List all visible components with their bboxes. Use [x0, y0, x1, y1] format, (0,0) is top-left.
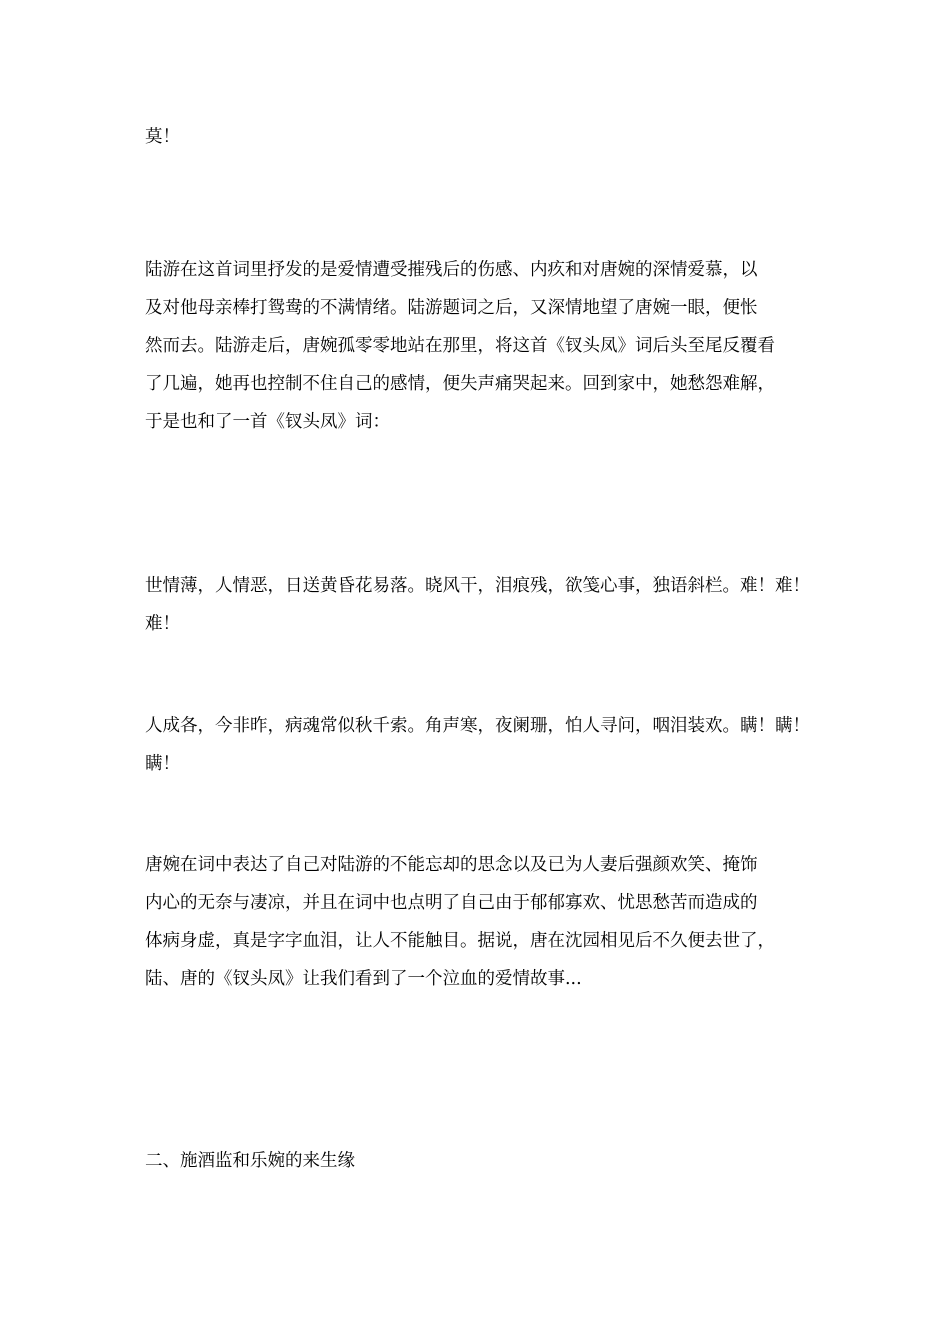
paragraph-ending-line — [145, 118, 825, 156]
text-line: 内心的无奈与凄凉，并且在词中也点明了自己由于郁郁寡欢、忧思愁苦而造成的 — [145, 893, 758, 913]
text-line: 及对他母亲棒打鸳鸯的不满情绪。陆游题词之后，又深情地望了唐婉一眼，便怅 — [145, 298, 758, 318]
section-heading — [145, 1142, 825, 1180]
text-line: 陆、唐的《钗头凤》让我们看到了一个泣血的爱情故事... — [145, 969, 582, 989]
text-line: 瞒！ — [145, 754, 180, 774]
paragraph-lu-you-commentary — [145, 251, 825, 441]
text-line: 难！ — [145, 614, 180, 634]
text-line: 二、施酒监和乐婉的来生缘 — [145, 1151, 355, 1171]
paragraph-tang-wan-commentary — [145, 846, 825, 998]
text-line: 莫！ — [145, 127, 180, 147]
poem-stanza-one — [145, 567, 825, 643]
text-line: 体病身虚，真是字字血泪，让人不能触目。据说，唐在沈园相见后不久便去世了， — [145, 931, 775, 951]
text-line: 了几遍，她再也控制不住自己的感情，便失声痛哭起来。回到家中，她愁怨难解， — [145, 374, 775, 394]
text-line: 世情薄，人情恶，日送黄昏花易落。晓风干，泪痕残，欲笺心事，独语斜栏。难！难！ — [145, 576, 810, 596]
text-line: 于是也和了一首《钗头凤》词： — [145, 412, 390, 432]
text-line: 然而去。陆游走后，唐婉孤零零地站在那里，将这首《钗头凤》词后头至尾反覆看 — [145, 336, 775, 356]
text-line: 陆游在这首词里抒发的是爱情遭受摧残后的伤感、内疚和对唐婉的深情爱慕，以 — [145, 260, 758, 280]
text-line: 人成各，今非昨，病魂常似秋千索。角声寒，夜阑珊，怕人寻问，咽泪装欢。瞒！瞒！ — [145, 716, 810, 736]
text-line: 唐婉在词中表达了自己对陆游的不能忘却的思念以及已为人妻后强颜欢笑、掩饰 — [145, 855, 758, 875]
poem-stanza-two — [145, 707, 825, 783]
